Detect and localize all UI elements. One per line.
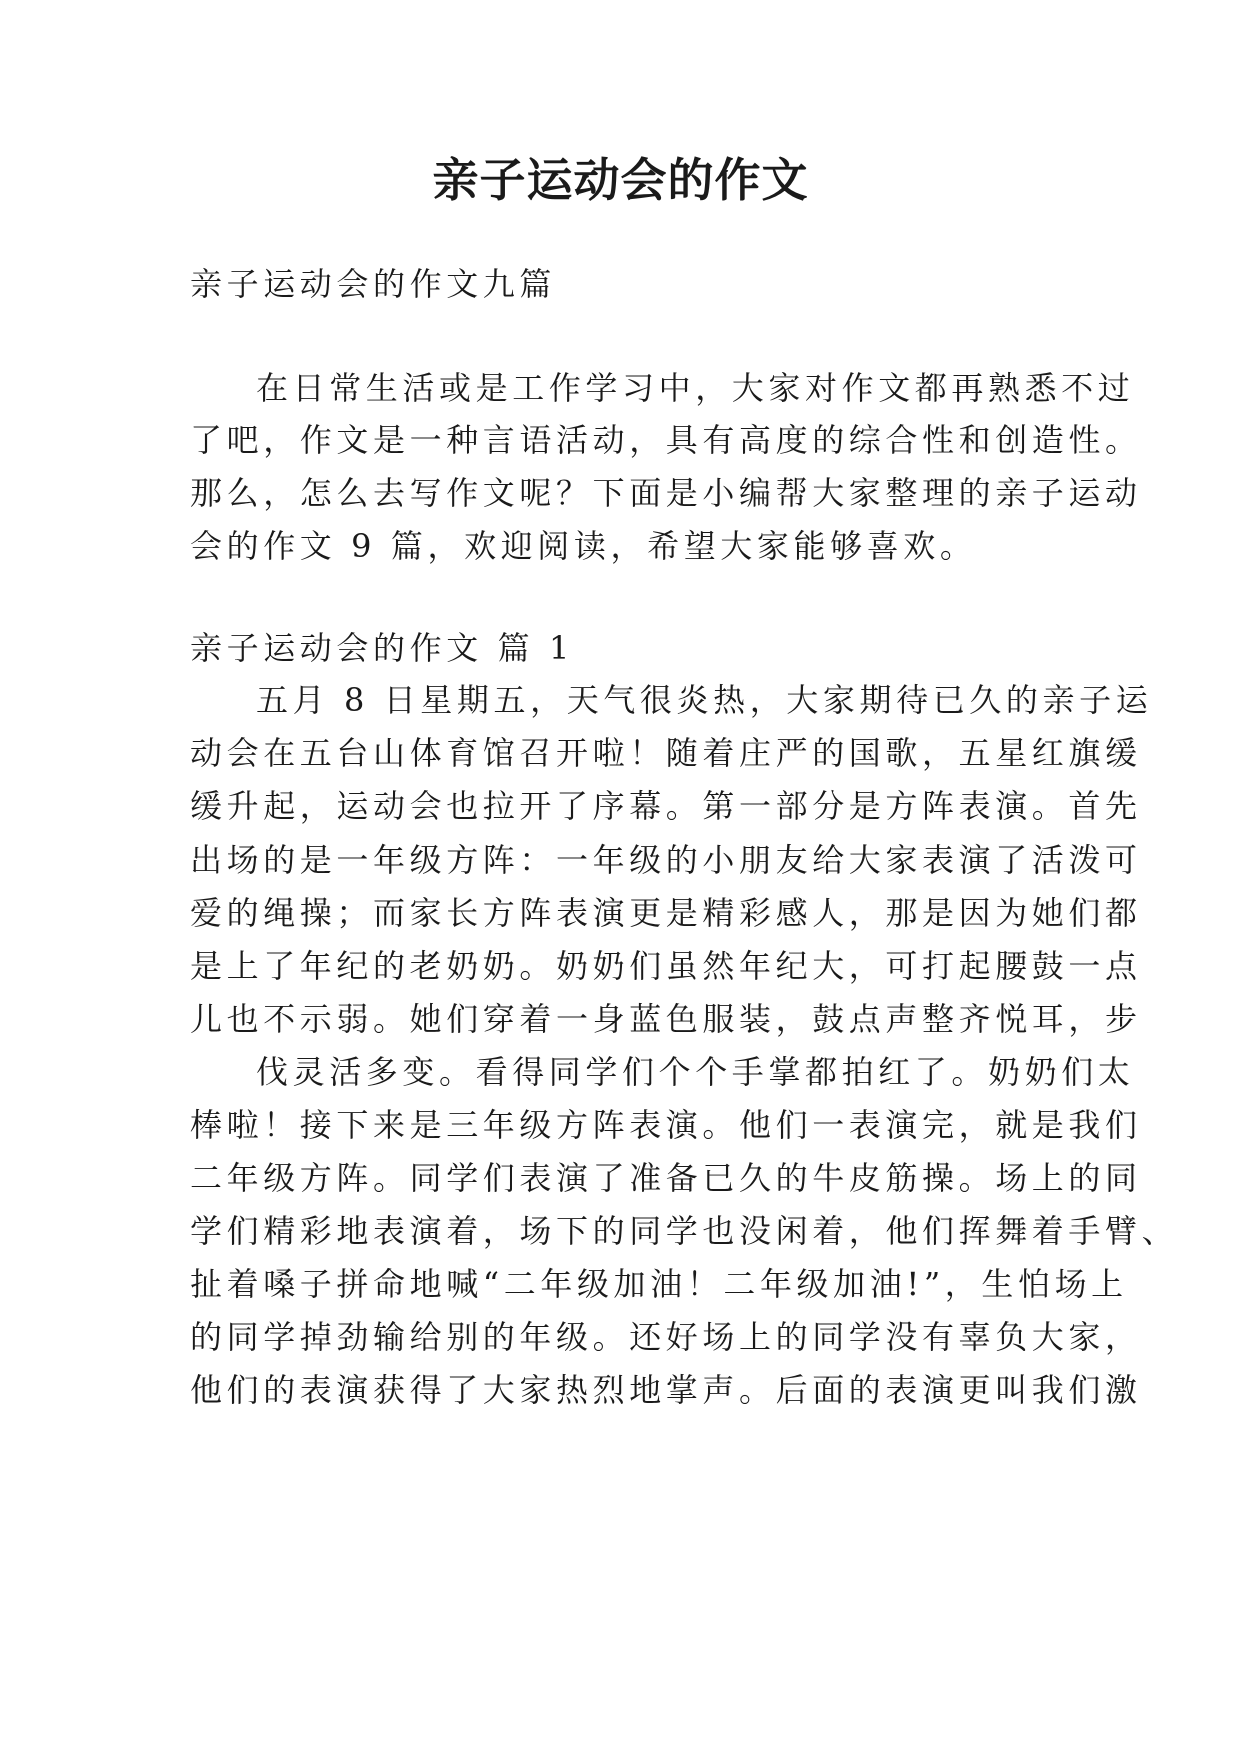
body-line: 五月 8 日星期五，天气很炎热，大家期待已久的亲子运	[256, 681, 1153, 719]
body-line: 二年级方阵。同学们表演了准备已久的牛皮筋操。场上的同	[190, 1159, 1142, 1197]
body-line: 动会在五台山体育馆召开啦！随着庄严的国歌，五星红旗缓	[190, 734, 1142, 772]
document-subtitle: 亲子运动会的作文九篇	[190, 265, 557, 303]
body-line: 扯着嗓子拼命地喊“二年级加油！二年级加油!”，生怕场上	[190, 1265, 1128, 1303]
body-line: 他们的表演获得了大家热烈地掌声。后面的表演更叫我们激	[190, 1371, 1142, 1409]
body-line: 学们精彩地表演着，场下的同学也没闲着，他们挥舞着手臂、	[190, 1212, 1179, 1250]
document-title: 亲子运动会的作文	[432, 153, 809, 207]
body-line: 是上了年纪的老奶奶。奶奶们虽然年纪大，可打起腰鼓一点	[190, 947, 1142, 985]
intro-line: 了吧，作文是一种言语活动，具有高度的综合性和创造性。	[190, 421, 1142, 459]
body-line: 缓升起，运动会也拉开了序幕。第一部分是方阵表演。首先	[190, 787, 1142, 825]
body-line: 的同学掉劲输给别的年级。还好场上的同学没有辜负大家，	[190, 1318, 1142, 1356]
intro-line: 在日常生活或是工作学习中，大家对作文都再熟悉不过	[256, 369, 1135, 407]
intro-line: 那么，怎么去写作文呢？下面是小编帮大家整理的亲子运动	[190, 474, 1142, 512]
body-line: 出场的是一年级方阵：一年级的小朋友给大家表演了活泼可	[190, 841, 1142, 879]
body-line: 棒啦！接下来是三年级方阵表演。他们一表演完，就是我们	[190, 1106, 1142, 1144]
section-heading: 亲子运动会的作文 篇 1	[190, 629, 574, 667]
intro-line: 会的作文 9 篇，欢迎阅读，希望大家能够喜欢。	[190, 527, 977, 565]
body-line: 伐灵活多变。看得同学们个个手掌都拍红了。奶奶们太	[256, 1053, 1135, 1091]
body-line: 爱的绳操；而家长方阵表演更是精彩感人，那是因为她们都	[190, 894, 1142, 932]
body-line: 儿也不示弱。她们穿着一身蓝色服装，鼓点声整齐悦耳，步	[190, 1000, 1142, 1038]
